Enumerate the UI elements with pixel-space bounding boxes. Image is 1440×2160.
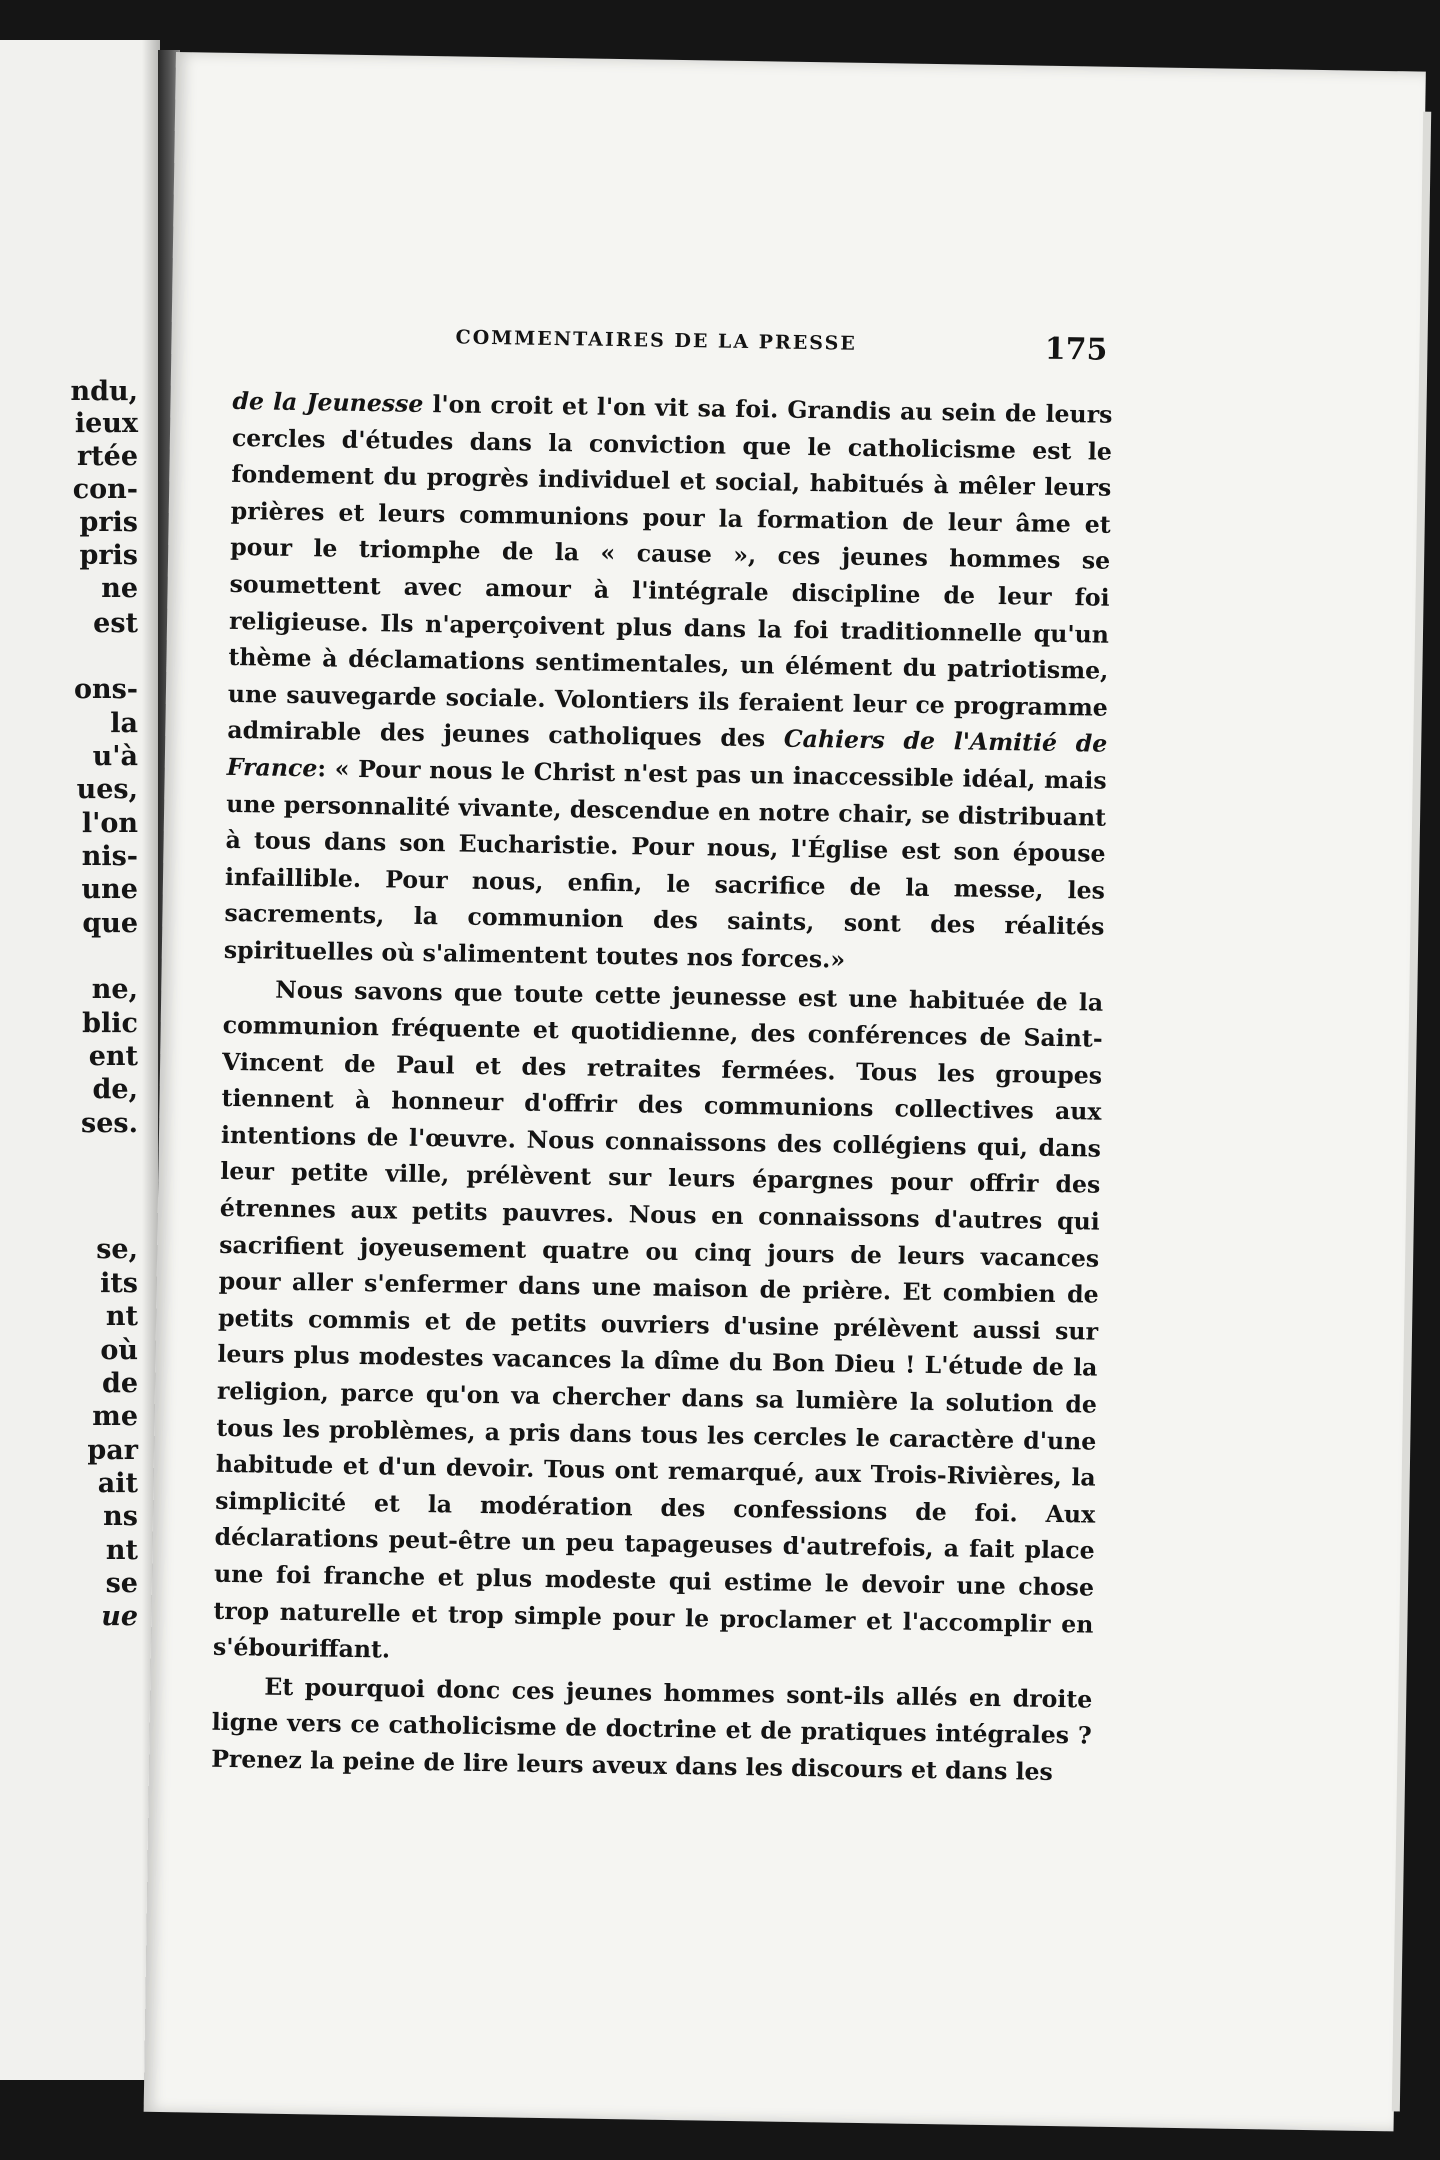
left-page-line: se, bbox=[96, 1234, 138, 1265]
text-run: : « Pour nous le Christ n'est pas un inaccessible idéal, mais une personnalité vivante, descendue en notre chair, se distribuant à tous dans son Eucharistie. Pour nous, l'Église est son épouse infaillible. Pour nous, enfin, le sacrifice de la messe, les sacrements, la communion des saints, sont des réalités spirituelles où s'alimentent toutes nos forces.» bbox=[223, 754, 1107, 974]
left-page-line: ait bbox=[97, 1468, 138, 1499]
left-page-line: its bbox=[100, 1268, 138, 1299]
paragraph bbox=[213, 970, 1104, 1679]
left-page-line: de, bbox=[92, 1074, 138, 1105]
left-page-line: ons- bbox=[73, 674, 138, 705]
left-page-line: que bbox=[82, 908, 138, 939]
paragraph bbox=[211, 1668, 1093, 1792]
left-page-line: l'on bbox=[81, 808, 138, 839]
left-page-line: ues, bbox=[76, 774, 138, 805]
running-title: COMMENTAIRES DE LA PRESSE bbox=[455, 326, 857, 355]
left-page-line: blic bbox=[82, 1008, 138, 1039]
left-page-line: rtée bbox=[76, 441, 138, 472]
left-page-line: nis- bbox=[81, 841, 138, 872]
left-page-line: u'à bbox=[92, 741, 138, 772]
left-page-line: de bbox=[101, 1368, 138, 1399]
left-page-line: con- bbox=[72, 474, 138, 505]
text-run: l'on croit et l'on vit sa foi. Grandis au sein de leurs cercles d'études dans la conviction que le catholicisme est le fondement du progrès individuel et social, habitués à mêler leurs prières et leurs communions pour la formation de leur âme et pour le triomphe de la « cause », ces jeunes hommes se soumettent avec amour à l'intégrale discipline de leur foi religieuse. Ils n'aperçoivent plus dans la foi traditionnelle qu'un thème à déclamations sentimentales, un élément du patriotisme, une sauvegarde sociale. Volontiers ils feraient leur ce programme admirable des jeunes catholiques des bbox=[227, 389, 1113, 753]
running-head bbox=[233, 315, 1114, 379]
left-page-line: ns bbox=[103, 1501, 138, 1532]
page-number: 175 bbox=[1044, 331, 1108, 368]
left-page-line: ses. bbox=[81, 1108, 138, 1139]
left-page-line: me bbox=[92, 1401, 138, 1432]
right-page bbox=[144, 52, 1426, 2131]
left-page-line: pris bbox=[79, 540, 138, 571]
left-page-line: ieux bbox=[74, 408, 138, 439]
left-page-line: ne, bbox=[91, 974, 138, 1005]
left-page-line: nt bbox=[105, 1301, 138, 1332]
left-page-line: se bbox=[105, 1568, 138, 1599]
text-run: Et pourquoi donc ces jeunes hommes sont-ils allés en droite ligne vers ce catholicisme de doctrine et de pratiques intégrales ? Prenez la peine de lire leurs aveux dans les discours et dans les bbox=[210, 1672, 1093, 1786]
text-block bbox=[210, 315, 1114, 1786]
left-page-line: ent bbox=[88, 1041, 138, 1072]
left-page-line: par bbox=[87, 1435, 138, 1466]
paragraph bbox=[224, 383, 1113, 982]
left-page-line: est bbox=[93, 608, 138, 639]
left-page bbox=[0, 40, 160, 2080]
left-page-line: ne bbox=[101, 573, 138, 604]
left-page-line: pris bbox=[79, 507, 138, 538]
left-page-line: ue bbox=[101, 1601, 138, 1632]
text-run: Nous savons que toute cette jeunesse est une habituée de la communion fréquente et quotidienne, des conférences de Saint-Vincent de Paul et des retraites fermées. Tous les groupes tiennent à honneur d'offrir des communions collectives aux intentions de l'œuvre. Nous connaissons des collégiens qui, dans leur petite ville, prélèvent sur leurs épargnes pour offrir des étrennes aux petits pauvres. Nous en connaissons d'autres qui sacrifient joyeusement quatre ou cinq jours de leurs vacances pour aller s'enfermer dans une maison de prière. Et combien de petits commis et de petits ouvriers d'usine prélèvent aussi sur leurs plus modestes vacances la dîme du Bon Dieu ! L'étude de la religion, parce qu'on va chercher dans sa lumière la solution de tous les problèmes, a pris dans tous les cercles le caractère d'une habitude et d'un devoir. Tous ont remarqué, aux Trois-Rivières, la simplicité et la modération des confessions de foi. Aux déclarations peut-être un peu tapageuses d'autrefois, a fait place une foi franche et plus modeste qui estime le devoir une chose trop naturelle et trop simple pour le proclamer et l'accomplir en s'ébouriffant. bbox=[212, 975, 1104, 1664]
left-page-line: ndu, bbox=[70, 376, 138, 407]
left-page-line: la bbox=[110, 708, 138, 739]
left-page-line: où bbox=[100, 1335, 138, 1366]
body-text bbox=[211, 383, 1113, 1791]
italic-text: de la Jeunesse bbox=[232, 386, 424, 418]
left-page-line: nt bbox=[105, 1535, 138, 1566]
italic-text: Cahiers de l'Amitié de France bbox=[226, 724, 1108, 783]
left-page-line: une bbox=[81, 874, 138, 905]
